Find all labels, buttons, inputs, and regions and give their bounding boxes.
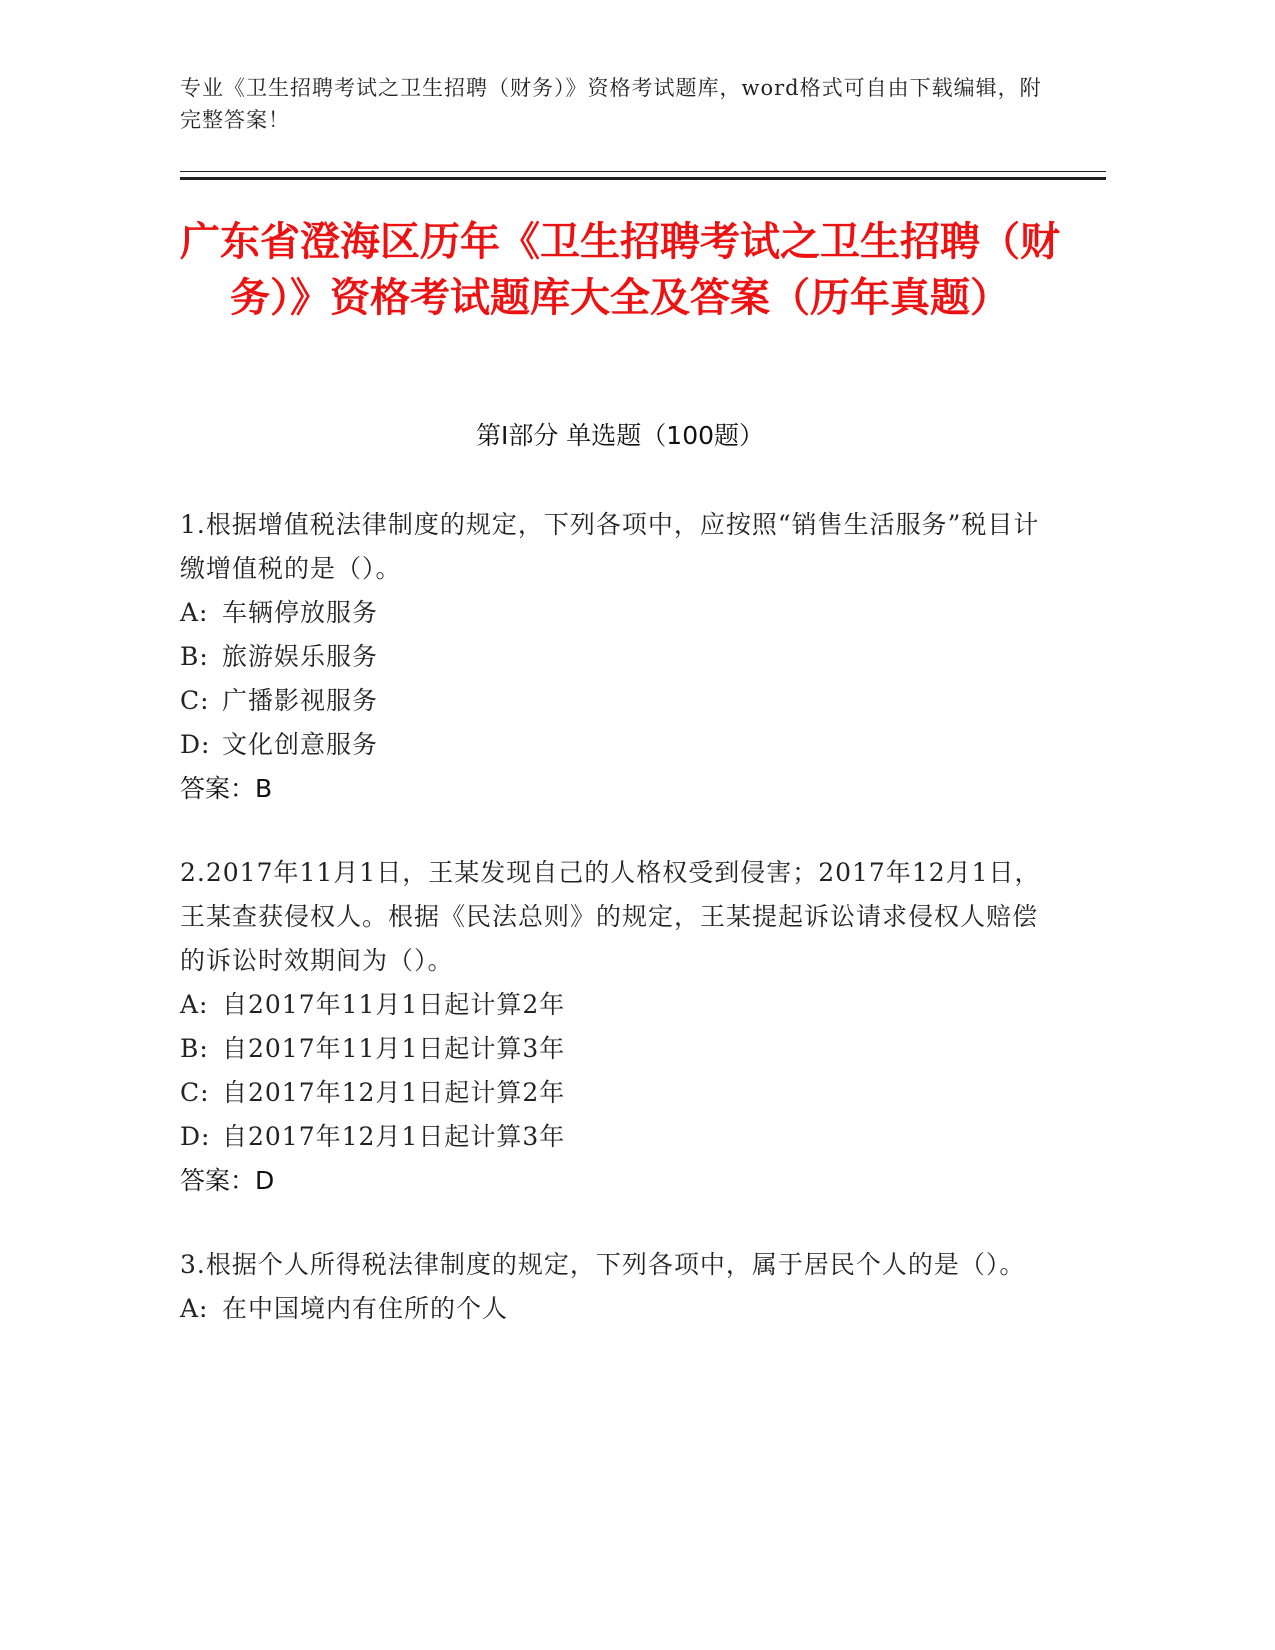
question-1 xyxy=(180,503,1060,811)
question-2 xyxy=(180,851,1060,1203)
option-text: 文化创意服务 xyxy=(222,730,379,759)
answer-label: 答案：B xyxy=(180,774,273,803)
option-text: 车辆停放服务 xyxy=(222,598,379,627)
option-letter: C: xyxy=(180,1078,210,1107)
option-a xyxy=(180,1287,1060,1331)
option-letter: B: xyxy=(180,1034,209,1063)
option-text: 自2017年12月1日起计算2年 xyxy=(222,1078,566,1107)
option-d xyxy=(180,723,1060,767)
option-d xyxy=(180,1115,1060,1159)
option-text: 旅游娱乐服务 xyxy=(222,642,379,671)
header-note: 专业《卫生招聘考试之卫生招聘（财务）》资格考试题库，word格式可自由下载编辑，附完整答案！ xyxy=(180,76,1042,132)
option-text: 广播影视服务 xyxy=(222,686,379,715)
option-letter: A: xyxy=(180,990,209,1019)
answer-label: 答案：D xyxy=(180,1166,275,1195)
option-text: 自2017年12月1日起计算3年 xyxy=(222,1122,566,1151)
question-stem: 3.根据个人所得税法律制度的规定，下列各项中，属于居民个人的是（）。 xyxy=(180,1250,1026,1279)
option-letter: D: xyxy=(180,730,211,759)
option-letter: D: xyxy=(180,1122,211,1151)
header-divider-thick xyxy=(180,177,1106,180)
question-stem: 1.根据增值税法律制度的规定，下列各项中，应按照“销售生活服务”税目计缴增值税的是（）。 xyxy=(180,510,1040,583)
option-text: 自2017年11月1日起计算2年 xyxy=(222,990,566,1019)
option-a xyxy=(180,591,1060,635)
question-stem: 2.2017年11月1日，王某发现自己的人格权受到侵害；2017年12月1日，王某查获侵权人。根据《民法总则》的规定，王某提起诉讼请求侵权人赔偿的诉讼时效期间为（）。 xyxy=(180,858,1041,975)
option-letter: B: xyxy=(180,642,209,671)
option-letter: A: xyxy=(180,598,209,627)
option-c xyxy=(180,679,1060,723)
question-3 xyxy=(180,1243,1060,1331)
option-a xyxy=(180,983,1060,1027)
option-b xyxy=(180,635,1060,679)
section-title: 第Ⅰ部分 单选题（100题） xyxy=(475,421,765,450)
option-text: 在中国境内有住所的个人 xyxy=(222,1294,509,1323)
header-divider-thin xyxy=(180,171,1106,172)
document-title: 广东省澄海区历年《卫生招聘考试之卫生招聘（财务）》资格考试题库大全及答案（历年真题） xyxy=(180,219,1060,321)
option-b xyxy=(180,1027,1060,1071)
option-letter: C: xyxy=(180,686,210,715)
option-text: 自2017年11月1日起计算3年 xyxy=(222,1034,566,1063)
option-c xyxy=(180,1071,1060,1115)
option-letter: A: xyxy=(180,1294,209,1323)
